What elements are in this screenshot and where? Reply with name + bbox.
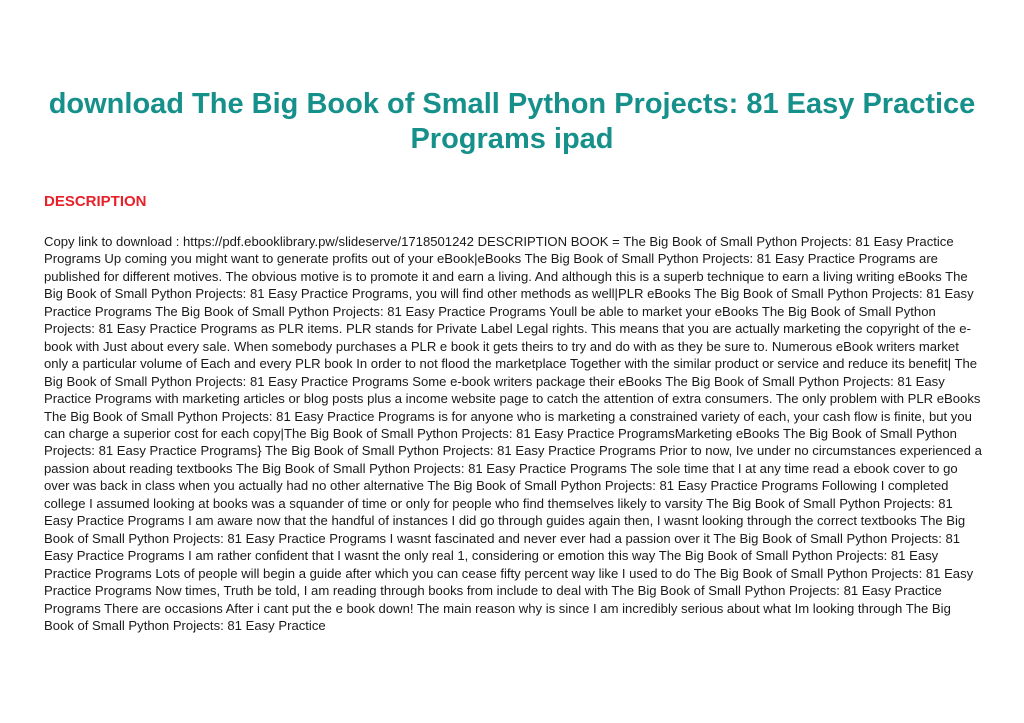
description-heading: DESCRIPTION [44, 193, 147, 210]
document-title: download The Big Book of Small Python Projects: 81 Easy Practice Programs ipad [48, 88, 976, 155]
description-body: Copy link to download : https://pdf.ebooklibrary.pw/slideserve/1718501242 DESCRIPTION BOOK = The Big Book of Small Python Projects: 81 Easy Practice Programs Up coming you might want to generate profits out of your eBook|eBooks The Big Book of Small Python Projects: 81 Easy Practice Programs are published for different motives. The obvious motive is to promote it and earn a living. And although this is a superb technique to earn a living writing eBooks The Big Book of Small Python Projects: 81 Easy Practice Programs, you will find other methods as well|PLR eBooks The Big Book of Small Python Projects: 81 Easy Practice Programs The Big Book of Small Python Projects: 81 Easy Practice Programs Youll be able to market your eBooks The Big Book of Small Python Projects: 81 Easy Practice Programs as PLR items. PLR stands for Private Label Legal rights. This means that you are actually marketing the copyright of the e-book with Just about every sale. When somebody purchases a PLR e book it gets theirs to try and do with as they be sure to. Numerous eBook writers market only a particular volume of Each and every PLR book In order to not flood the marketplace Together with the similar product or service and reduce its benefit| The Big Book of Small Python Projects: 81 Easy Practice Programs Some e-book writers package their eBooks The Big Book of Small Python Projects: 81 Easy Practice Programs with marketing articles or blog posts plus a income website page to catch the attention of extra consumers. The only problem with PLR eBooks The Big Book of Small Python Projects: 81 Easy Practice Programs is for anyone who is marketing a constrained variety of each, your cash flow is finite, but you can charge a superior cost for each copy|The Big Book of Small Python Projects: 81 Easy Practice ProgramsMarketing eBooks The Big Book of Small Python Projects: 81 Easy Practice Programs} The Big Book of Small Python Projects: 81 Easy Practice Programs Prior to now, Ive under no circumstances experienced a passion about reading textbooks The Big Book of Small Python Projects: 81 Easy Practice Programs The sole time that I at any time read a ebook cover to go over was back in class when you actually had no other alternative The Big Book of Small Python Projects: 81 Easy Practice Programs Following I completed college I assumed looking at books was a squander of time or only for people who find themselves likely to varsity The Big Book of Small Python Projects: 81 Easy Practice Programs I am aware now that the handful of instances I did go through guides again then, I wasnt looking through the correct textbooks The Big Book of Small Python Projects: 81 Easy Practice Programs I wasnt fascinated and never ever had a passion over it The Big Book of Small Python Projects: 81 Easy Practice Programs I am rather confident that I wasnt the only real 1, considering or emotion this way The Big Book of Small Python Projects: 81 Easy Practice Programs Lots of people will begin a guide after which you can cease fifty percent way like I used to do The Big Book of Small Python Projects: 81 Easy Practice Programs Now times, Truth be told, I am reading through books from include to deal with The Big Book of Small Python Projects: 81 Easy Practice Programs There are occasions After i cant put the e book down! The main reason why is since I am incredibly serious about what Im looking through The Big Book of Small Python Projects: 81 Easy Practice [44, 234, 982, 633]
